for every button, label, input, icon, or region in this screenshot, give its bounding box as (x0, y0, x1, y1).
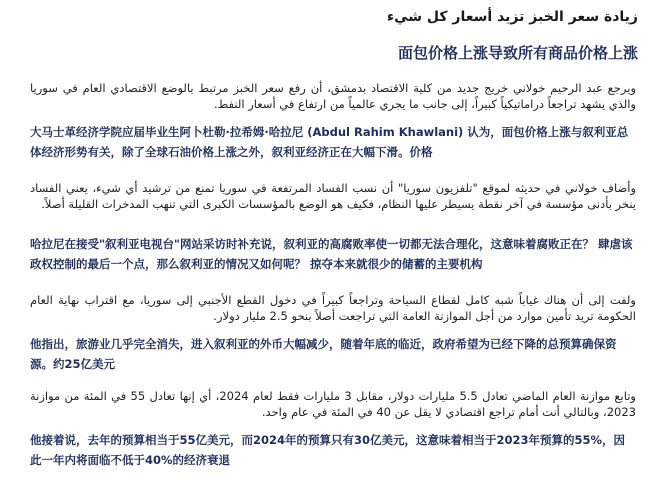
paragraph-4-arabic: وتابع موازنة العام الماضي تعادل 5.5 مليارات دولار، مقابل 3 مليارات فقط لعام 2024، أي إنها تعادل 55 في المئة من موازنة 2023، وبالتالي أنت أمام تراجع اقتصادي لا يقل عن 40 في المئة في عام واحد. (30, 389, 636, 419)
paragraph-3-chinese: 他指出，旅游业几乎完全消失，进入叙利亚的外币大幅减少，随着年底的临近，政府希望为已经下降的总预算确保资源。约25亿美元 (30, 337, 617, 371)
paragraph-2-arabic: وأضاف خولاني في حديثه لموقع "تلفزيون سوريا" أن نسب الفساد المرتفعة في سوريا تمنع من ترشيد أي شيء، يعني الفساد ينخر بأدنى مؤسسة في آخر نقطة يسيطر عليها النظام، فكيف هو الوضع بالمؤسسات الكبرى التي تنهب المدخرات القليلة أصلاً. (30, 181, 636, 211)
paragraph-1-chinese: 大马士革经济学院应届毕业生阿卜杜勒·拉希姆·哈拉尼 (Abdul Rahim Khawlani) 认为，面包价格上涨与叙利亚总体经济形势有关，除了全球石油价格上涨之外，叙利亚经济正在大幅下滑。价格 (30, 125, 629, 159)
paragraph-1-arabic: ويرجع عبد الرحيم خولاني خريج جديد من كلية الاقتصاد بدمشق، أن رفع سعر الخبز مرتبط بالوضع الاقتصادي العام في سوريا والذي يشهد تراجعاً دراماتيكياً كبيراً، إلى جانب ما يجري عالمياً من ارتفاع في أسعار النفط. (30, 81, 636, 111)
paragraph-2-chinese: 哈拉尼在接受"叙利亚电视台"网站采访时补充说，叙利亚的高腐败率使一切都无法合理化，这意味着腐败正在？ 肆虐该政权控制的最后一个点，那么叙利亚的情况又如何呢？ 掠夺本来就很少的储蓄的主要机构 (30, 237, 633, 271)
title-chinese: 面包价格上涨导致所有商品价格上涨 (397, 44, 638, 62)
paragraph-4-chinese: 他接着说，去年的预算相当于55亿美元，而2024年的预算只有30亿美元，这意味着相当于2023年预算的55%，因此一年内将面临不低于40%的经济衰退 (30, 433, 626, 467)
title-arabic: زيادة سعر الخبز تزيد أسعار كل شيء (386, 9, 638, 25)
paragraph-3-arabic: ولفت إلى أن هناك غياباً شبه كامل لقطاع السياحة وتراجعاً كبيراً في دخول القطع الأجنبي إلى سوريا، مع اقتراب نهاية العام الحكومة تريد تأمين موارد من أجل الموازنة العامة التي تراجعت أصلاً بنحو 2.5 مليار دولار. (30, 293, 636, 323)
